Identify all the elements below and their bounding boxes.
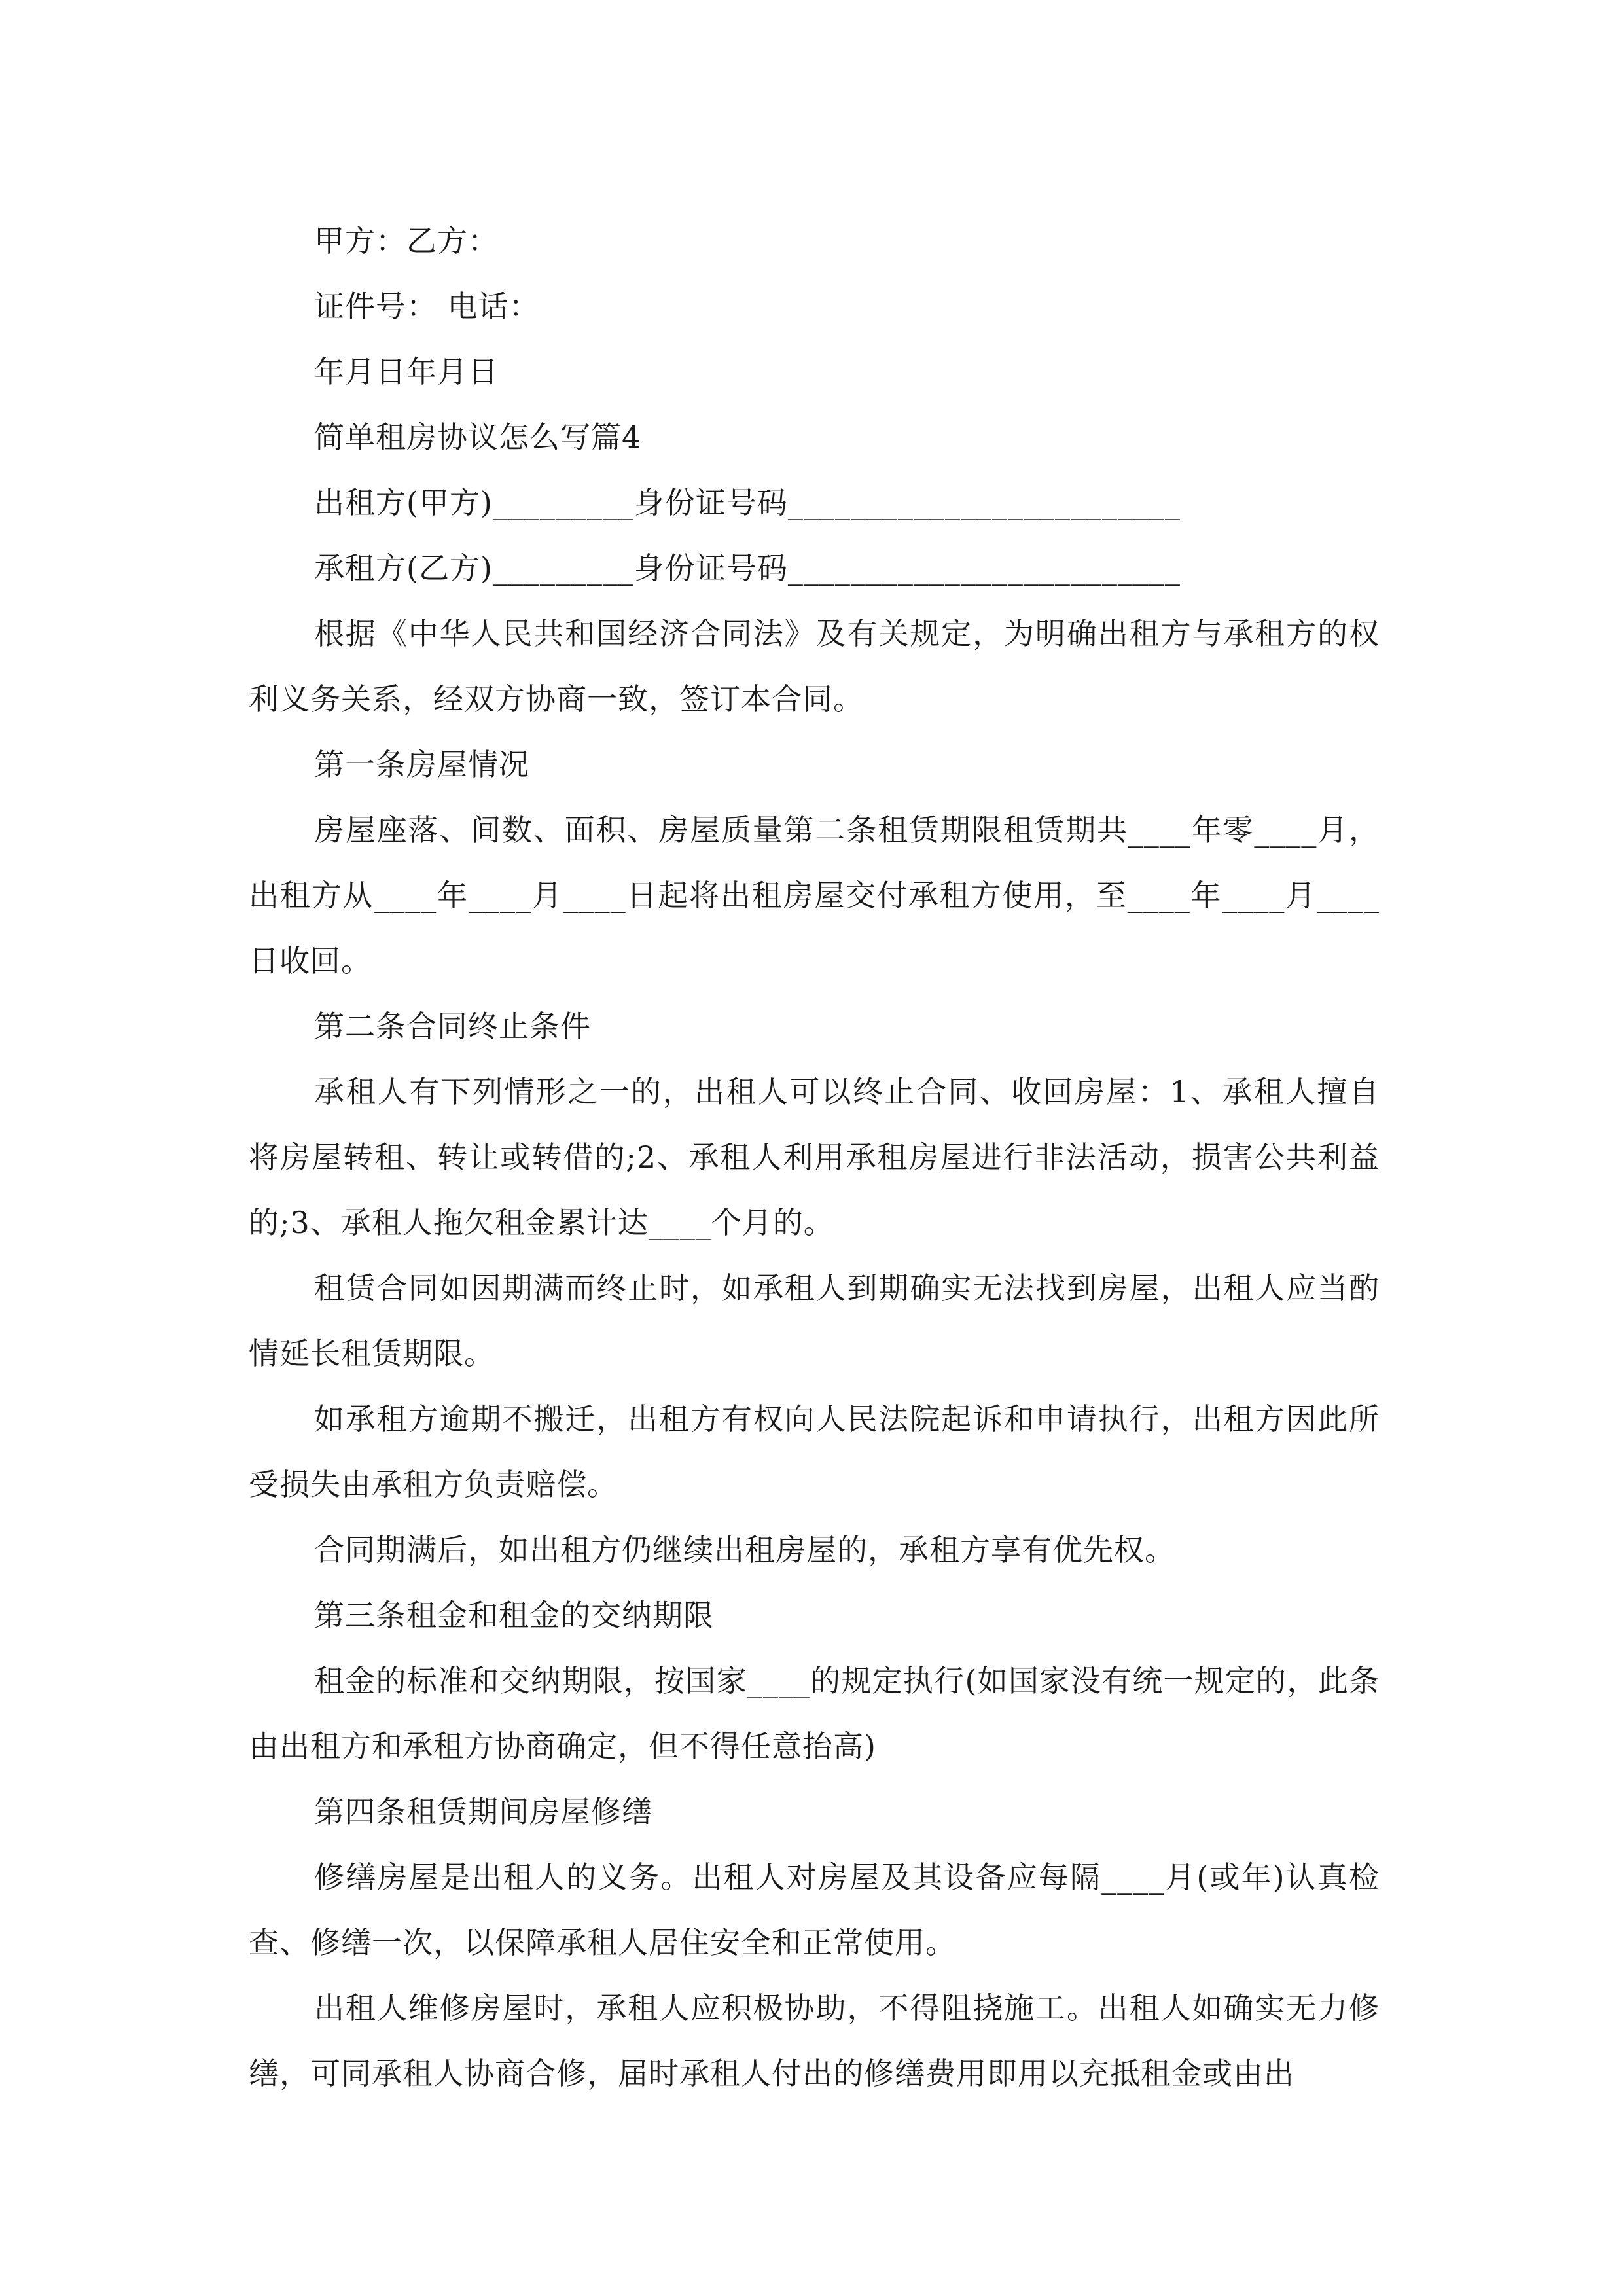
section-title: 简单租房协议怎么写篇4 — [314, 420, 642, 455]
lessor-line: 出租方(甲方)_________身份证号码_________________________ — [314, 485, 1181, 520]
article-2-priority: 合同期满后，如出租方仍继续出租房屋的，承租方享有优先权。 — [314, 1532, 1175, 1568]
article-3-heading: 第三条租金和租金的交纳期限 — [314, 1598, 714, 1633]
article-2-heading: 第二条合同终止条件 — [314, 1009, 591, 1044]
article-2-body: 承租人有下列情形之一的，出租人可以终止合同、收回房屋：1、承租人擅自将房屋转租、转让或转借的;2、承租人利用承租房屋进行非法活动，损害公共利益的;3、承租人拖欠租金累计达____个月的。 — [249, 1074, 1380, 1240]
lessee-line: 承租方(乙方)_________身份证号码_________________________ — [314, 550, 1181, 586]
preamble-paragraph: 根据《中华人民共和国经济合同法》及有关规定，为明确出租方与承租方的权利义务关系，经双方协商一致，签订本合同。 — [249, 616, 1380, 717]
article-1-heading: 第一条房屋情况 — [314, 747, 529, 782]
date-line: 年月日年月日 — [314, 354, 499, 389]
id-phone-line: 证件号： 电话： — [314, 289, 540, 324]
article-4-heading: 第四条租赁期间房屋修缮 — [314, 1794, 652, 1829]
article-2-extension: 租赁合同如因期满而终止时，如承租人到期确实无法找到房屋，出租人应当酌情延长租赁期限。 — [249, 1270, 1380, 1371]
party-line: 甲方：乙方： — [314, 223, 499, 259]
article-2-overdue: 如承租方逾期不搬迁，出租方有权向人民法院起诉和申请执行，出租方因此所受损失由承租方负责赔偿。 — [249, 1401, 1380, 1502]
article-4-repair: 出租人维修房屋时，承租人应积极协助，不得阻挠施工。出租人如确实无力修缮，可同承租人协商合修，届时承租人付出的修缮费用即用以充抵租金或由出 — [249, 1990, 1380, 2091]
article-3-body: 租金的标准和交纳期限，按国家____的规定执行(如国家没有统一规定的，此条由出租方和承租方协商确定，但不得任意抬高) — [249, 1663, 1380, 1764]
contract-page — [249, 208, 1380, 2106]
article-4-body: 修缮房屋是出租人的义务。出租人对房屋及其设备应每隔____月(或年)认真检查、修缮一次，以保障承租人居住安全和正常使用。 — [249, 1859, 1380, 1960]
article-1-body: 房屋座落、间数、面积、房屋质量第二条租赁期限租赁期共____年零____月，出租方从____年____月____日起将出租房屋交付承租方使用，至____年____月____日收回。 — [249, 812, 1380, 978]
